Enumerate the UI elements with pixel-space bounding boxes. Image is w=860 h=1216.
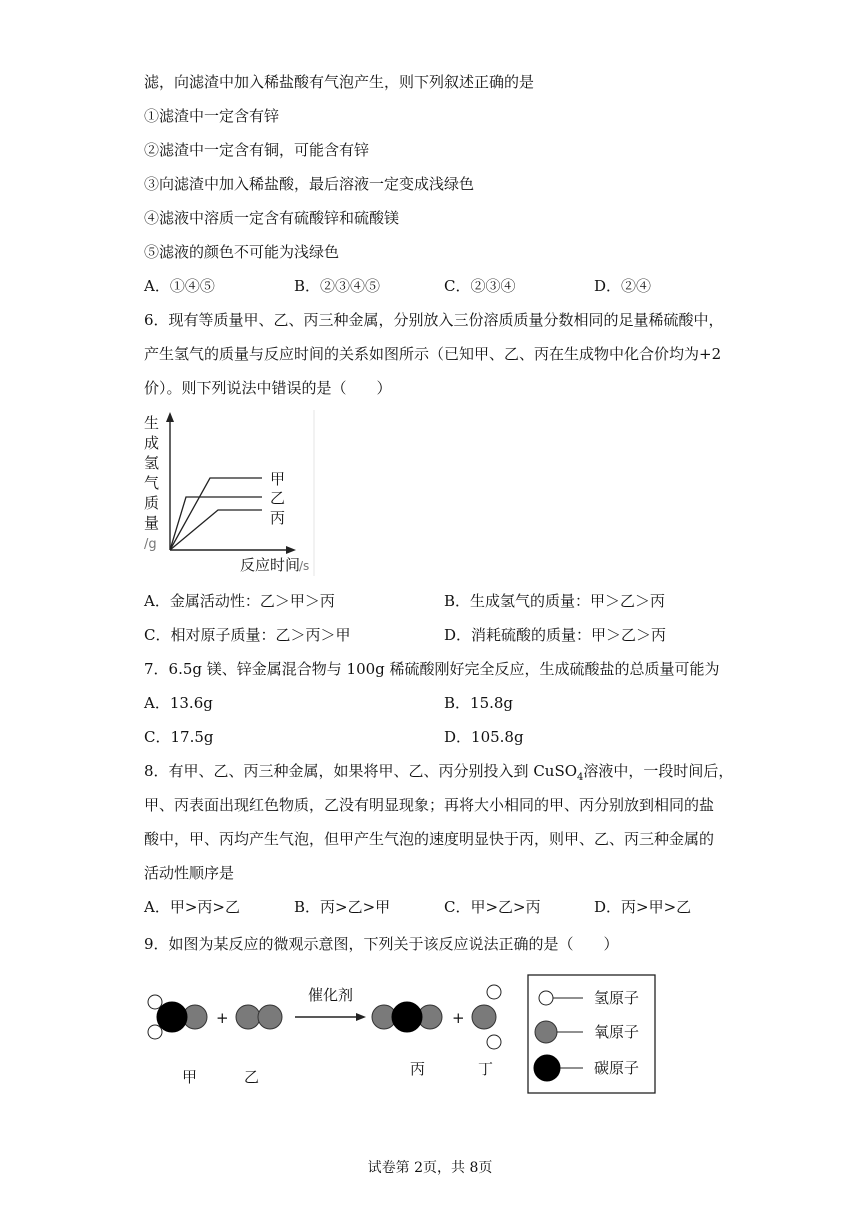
y-label-char-2: 成 xyxy=(144,434,160,452)
x-label: 反应时间 xyxy=(240,556,301,574)
q5-statement-3: ③向滤渣中加入稀盐酸，最后溶液一定变成浅绿色 xyxy=(144,175,475,193)
series-line-bing xyxy=(170,510,262,550)
label-jia: 甲 xyxy=(182,1068,198,1086)
q9-stem: 9．如图为某反应的微观示意图，下列关于该反应说法正确的是（ ） xyxy=(144,935,619,953)
q6-option-b: B．生成氢气的质量：甲＞乙＞丙 xyxy=(444,592,666,610)
series-label-yi: 乙 xyxy=(270,489,286,507)
q6-hydrogen-graph xyxy=(140,408,315,576)
x-axis-arrow xyxy=(286,546,296,554)
q6-option-c: C．相对原子质量：乙＞丙＞甲 xyxy=(144,626,351,644)
page-footer: 试卷第 2页，共 8页 xyxy=(367,1160,493,1176)
q6-stem-line-1: 6．现有等质量甲、乙、丙三种金属，分别放入三份溶质质量分数相同的足量稀硫酸中， xyxy=(144,311,724,329)
series-label-bing: 丙 xyxy=(270,509,286,527)
y-unit: /g xyxy=(144,537,157,552)
q8-option-d: D．丙>甲>乙 xyxy=(594,898,692,916)
q7-option-d: D．105.8g xyxy=(444,728,524,746)
y-label-char-6: 量 xyxy=(144,514,160,532)
y-label-char-3: 氢 xyxy=(144,454,160,472)
q7-option-b: B．15.8g xyxy=(444,694,514,712)
molecule-jia xyxy=(148,995,207,1039)
plus-sign-1: + xyxy=(216,1009,229,1027)
legend-box xyxy=(528,975,655,1093)
q9-reaction-diagram xyxy=(140,972,660,1098)
q5-option-a: A．①④⑤ xyxy=(144,277,215,295)
x-unit: /s xyxy=(299,559,310,573)
q5-stem-tail: 滤，向滤渣中加入稀盐酸有气泡产生，则下列叙述正确的是 xyxy=(144,73,535,91)
y-label-char-1: 生 xyxy=(144,414,160,432)
label-bing: 丙 xyxy=(410,1060,426,1078)
series-label-jia: 甲 xyxy=(270,470,286,488)
q7-stem: 7．6.5g 镁、锌金属混合物与 100g 稀硫酸刚好完全反应，生成硫酸盐的总质量可能为 xyxy=(144,660,720,678)
plus-sign-2: + xyxy=(452,1009,465,1027)
legend-oxygen: 氧原子 xyxy=(594,1023,640,1041)
q6-option-d: D．消耗硫酸的质量：甲＞乙＞丙 xyxy=(444,626,667,644)
q6-stem-line-2: 产生氢气的质量与反应时间的关系如图所示（已知甲、乙、丙在生成物中化合价均为+2 xyxy=(144,345,722,363)
q8-stem-line-4: 活动性顺序是 xyxy=(144,864,235,882)
q8-stem-line-2: 甲、丙表面出现红色物质，乙没有明显现象；再将大小相同的甲、丙分别放到相同的盐 xyxy=(144,796,715,814)
q8-stem-line-1-post: 溶液中，一段时间后， xyxy=(583,762,734,780)
q6-stem-line-3: 价）。则下列说法中错误的是（ ） xyxy=(144,379,392,397)
y-label-char-5: 质 xyxy=(144,494,160,512)
series-line-yi xyxy=(170,497,262,550)
q8-option-c: C．甲>乙>丙 xyxy=(444,898,541,916)
q5-statement-4: ④滤液中溶质一定含有硫酸锌和硫酸镁 xyxy=(144,209,400,227)
molecule-yi xyxy=(236,1005,282,1029)
legend-carbon: 碳原子 xyxy=(594,1059,640,1077)
y-label-char-4: 气 xyxy=(144,474,160,492)
q8-stem-line-1 xyxy=(144,761,733,788)
q5-statement-2: ②滤渣中一定含有铜，可能含有锌 xyxy=(144,141,370,159)
q5-statement-5: ⑤滤液的颜色不可能为浅绿色 xyxy=(144,243,340,261)
q8-option-a: A．甲>丙>乙 xyxy=(144,898,240,916)
q5-option-b: B．②③④⑤ xyxy=(294,277,381,295)
q7-option-a: A．13.6g xyxy=(144,694,213,712)
q8-stem-sub: 4 xyxy=(577,772,584,783)
q8-option-b: B．丙>乙>甲 xyxy=(294,898,391,916)
q5-statement-1: ①滤渣中一定含有锌 xyxy=(144,107,280,125)
label-ding: 丁 xyxy=(478,1060,494,1078)
label-yi: 乙 xyxy=(244,1068,260,1086)
q5-option-d: D．②④ xyxy=(594,277,652,295)
molecule-bing xyxy=(372,1002,442,1032)
q8-stem-line-1-pre: 8．有甲、乙、丙三种金属，如果将甲、乙、丙分别投入到 CuSO xyxy=(144,762,578,780)
q5-option-c: C．②③④ xyxy=(444,277,516,295)
q7-option-c: C．17.5g xyxy=(144,728,214,746)
catalyst-label: 催化剂 xyxy=(308,986,354,1004)
q8-stem-line-3: 酸中，甲、丙均产生气泡，但甲产生气泡的速度明显快于丙，则甲、乙、丙三种金属的 xyxy=(144,830,715,848)
q6-option-a: A．金属活动性：乙＞甲＞丙 xyxy=(144,592,335,610)
y-axis-arrow xyxy=(166,412,174,422)
molecule-ding xyxy=(472,985,501,1049)
legend-hydrogen: 氢原子 xyxy=(594,989,640,1007)
